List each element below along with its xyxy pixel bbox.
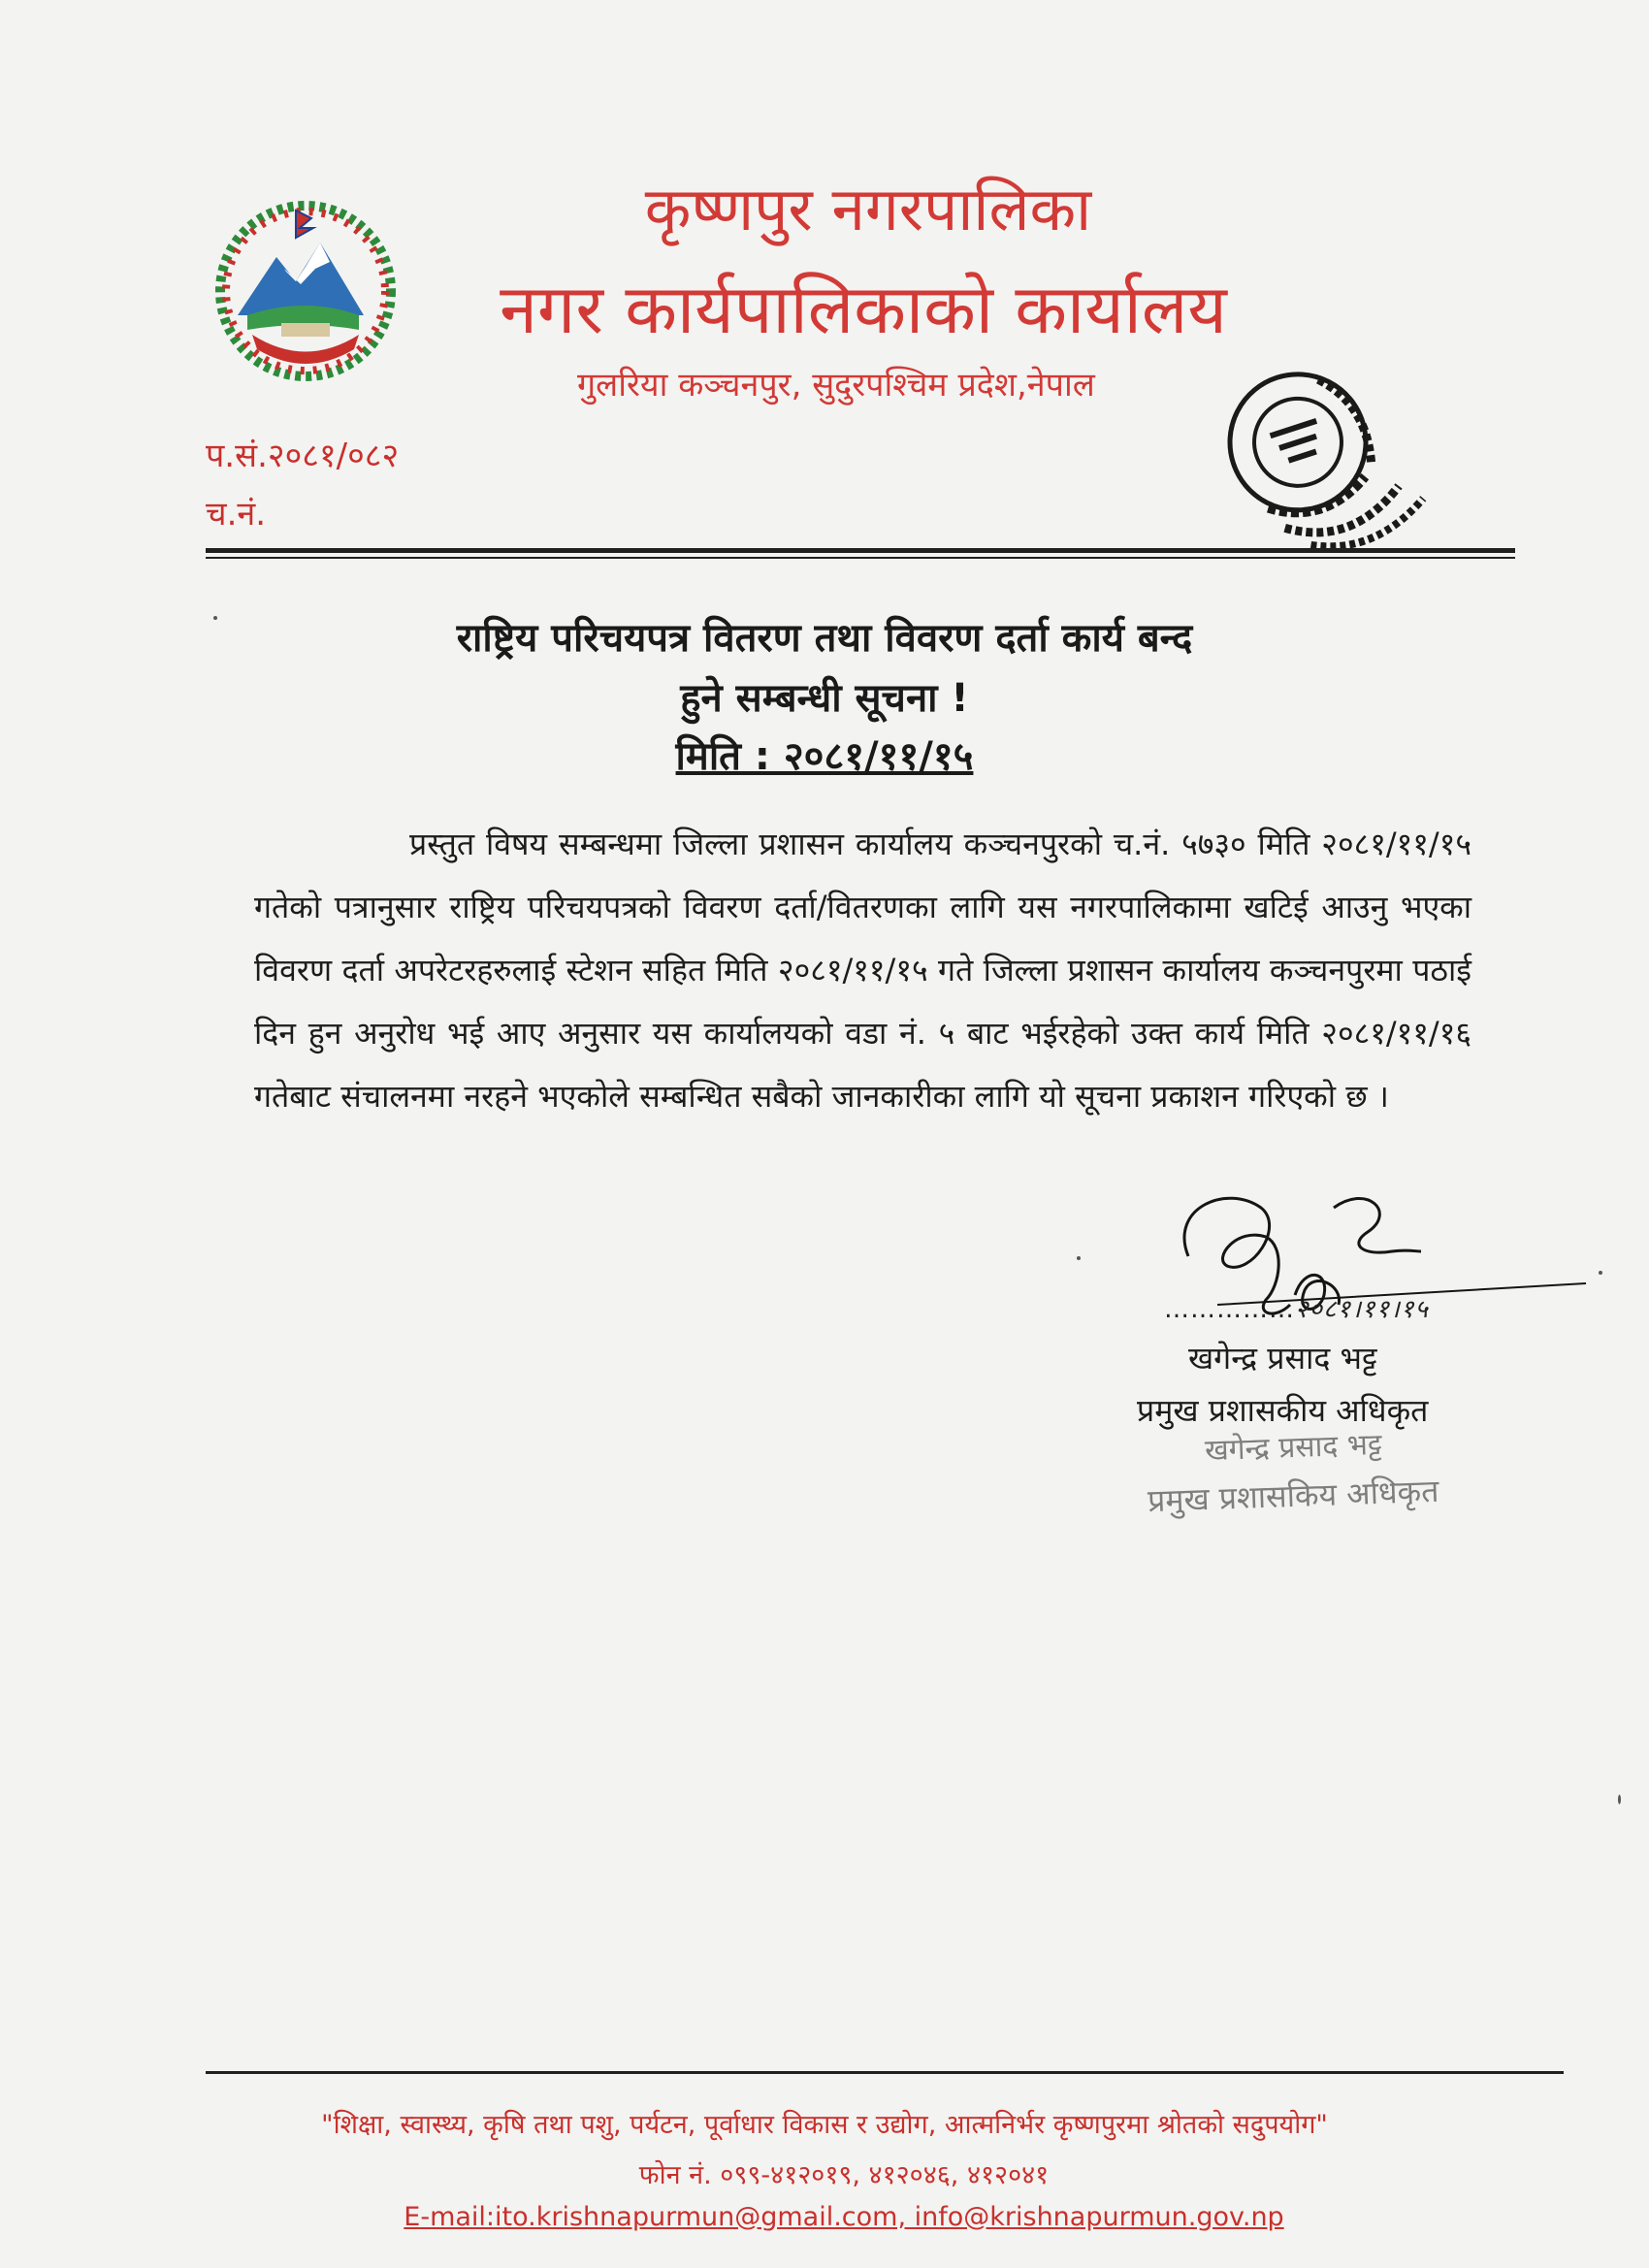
notice-body: प्रस्तुत विषय सम्बन्धमा जिल्ला प्रशासन कार्यालय कञ्चनपुरको च.नं. ५७३० मिति २०८१/११/१५ गतेको पत्रानुसार राष्ट्रिय परिचयपत्रको विवरण दर्ता/वितरणका लागि यस नगरपालिकामा खटिई आउनु भएका विवरण दर्ता अपरेटरहरुलाई स्टेशन सहित मिति २०८१/११/१५ गते जिल्ला प्रशासन कार्यालय कञ्चनपुरमा पठाई दिन हुन अनुरोध भई आए अनुसार यस कार्यालयको वडा नं. ५ बाट भईरहेको उक्त कार्य मिति २०८१/११/१६ गतेबाट संचालनमा नरहने भएकोले सम्बन्धित सबैको जानकारीका लागि यो सूचना प्रकाशन गरिएको छ । <box>254 826 1471 1115</box>
header-divider-thin <box>206 557 1515 559</box>
notice-title-line2: हुने सम्बन्धी सूचना ! <box>680 676 969 721</box>
office-seal-stamp <box>1198 344 1440 577</box>
notice-date-text: मिति : २०८१/११/१५ <box>675 734 974 779</box>
notice-date <box>0 728 1649 781</box>
footer-divider <box>206 2071 1564 2074</box>
footer-phone: फोन नं. ०९९-४१२०१९, ४१२०४६, ४१२०४१ <box>638 2160 1050 2190</box>
signatory-name: खगेन्द्र प्रसाद भट्ट <box>1188 1340 1377 1377</box>
header-divider <box>206 548 1515 553</box>
scan-speck <box>1077 1256 1081 1260</box>
signature-dots: …………… <box>1164 1295 1295 1324</box>
scan-speck <box>1618 1795 1621 1804</box>
dispatch-number: च.नं. <box>206 495 267 534</box>
footer-motto: "शिक्षा, स्वास्थ्य, कृषि तथा पशु, पर्यटन, पूर्वाधार विकास र उद्योग, आत्मनिर्भर कृष्णपुरमा श्रोतको सदुपयोग" <box>321 2110 1328 2140</box>
handwritten-date: २०८१।११।१५ <box>1295 1295 1429 1324</box>
signatory-designation: प्रमुख प्रशासकीय अधिकृत <box>1137 1392 1429 1429</box>
scan-speck <box>213 616 217 620</box>
reference-number: प.सं.२०८१/०८२ <box>206 437 400 475</box>
office-name: नगर कार्यपालिकाको कार्यालय <box>500 270 1227 349</box>
name-stamp: खगेन्द्र प्रसाद भट्ट <box>1204 1427 1383 1469</box>
notice-title-line1: राष्ट्रिय परिचयपत्र वितरण तथा विवरण दर्ता कार्य बन्द <box>456 616 1193 661</box>
municipality-name: कृष्णपुर नगरपालिका <box>644 174 1092 244</box>
signature-line <box>1164 1290 1429 1325</box>
footer-email-link[interactable]: E-mail:ito.krishnapurmun@gmail.com, info@krishnapurmun.gov.np <box>404 2202 1284 2232</box>
office-address: गुलरिया कञ्चनपुर, सुदुरपश्चिम प्रदेश,नेपाल <box>577 366 1095 405</box>
designation-stamp: प्रमुख प्रशासकिय अधिकृत <box>1147 1472 1440 1520</box>
scan-speck <box>1599 1271 1602 1275</box>
